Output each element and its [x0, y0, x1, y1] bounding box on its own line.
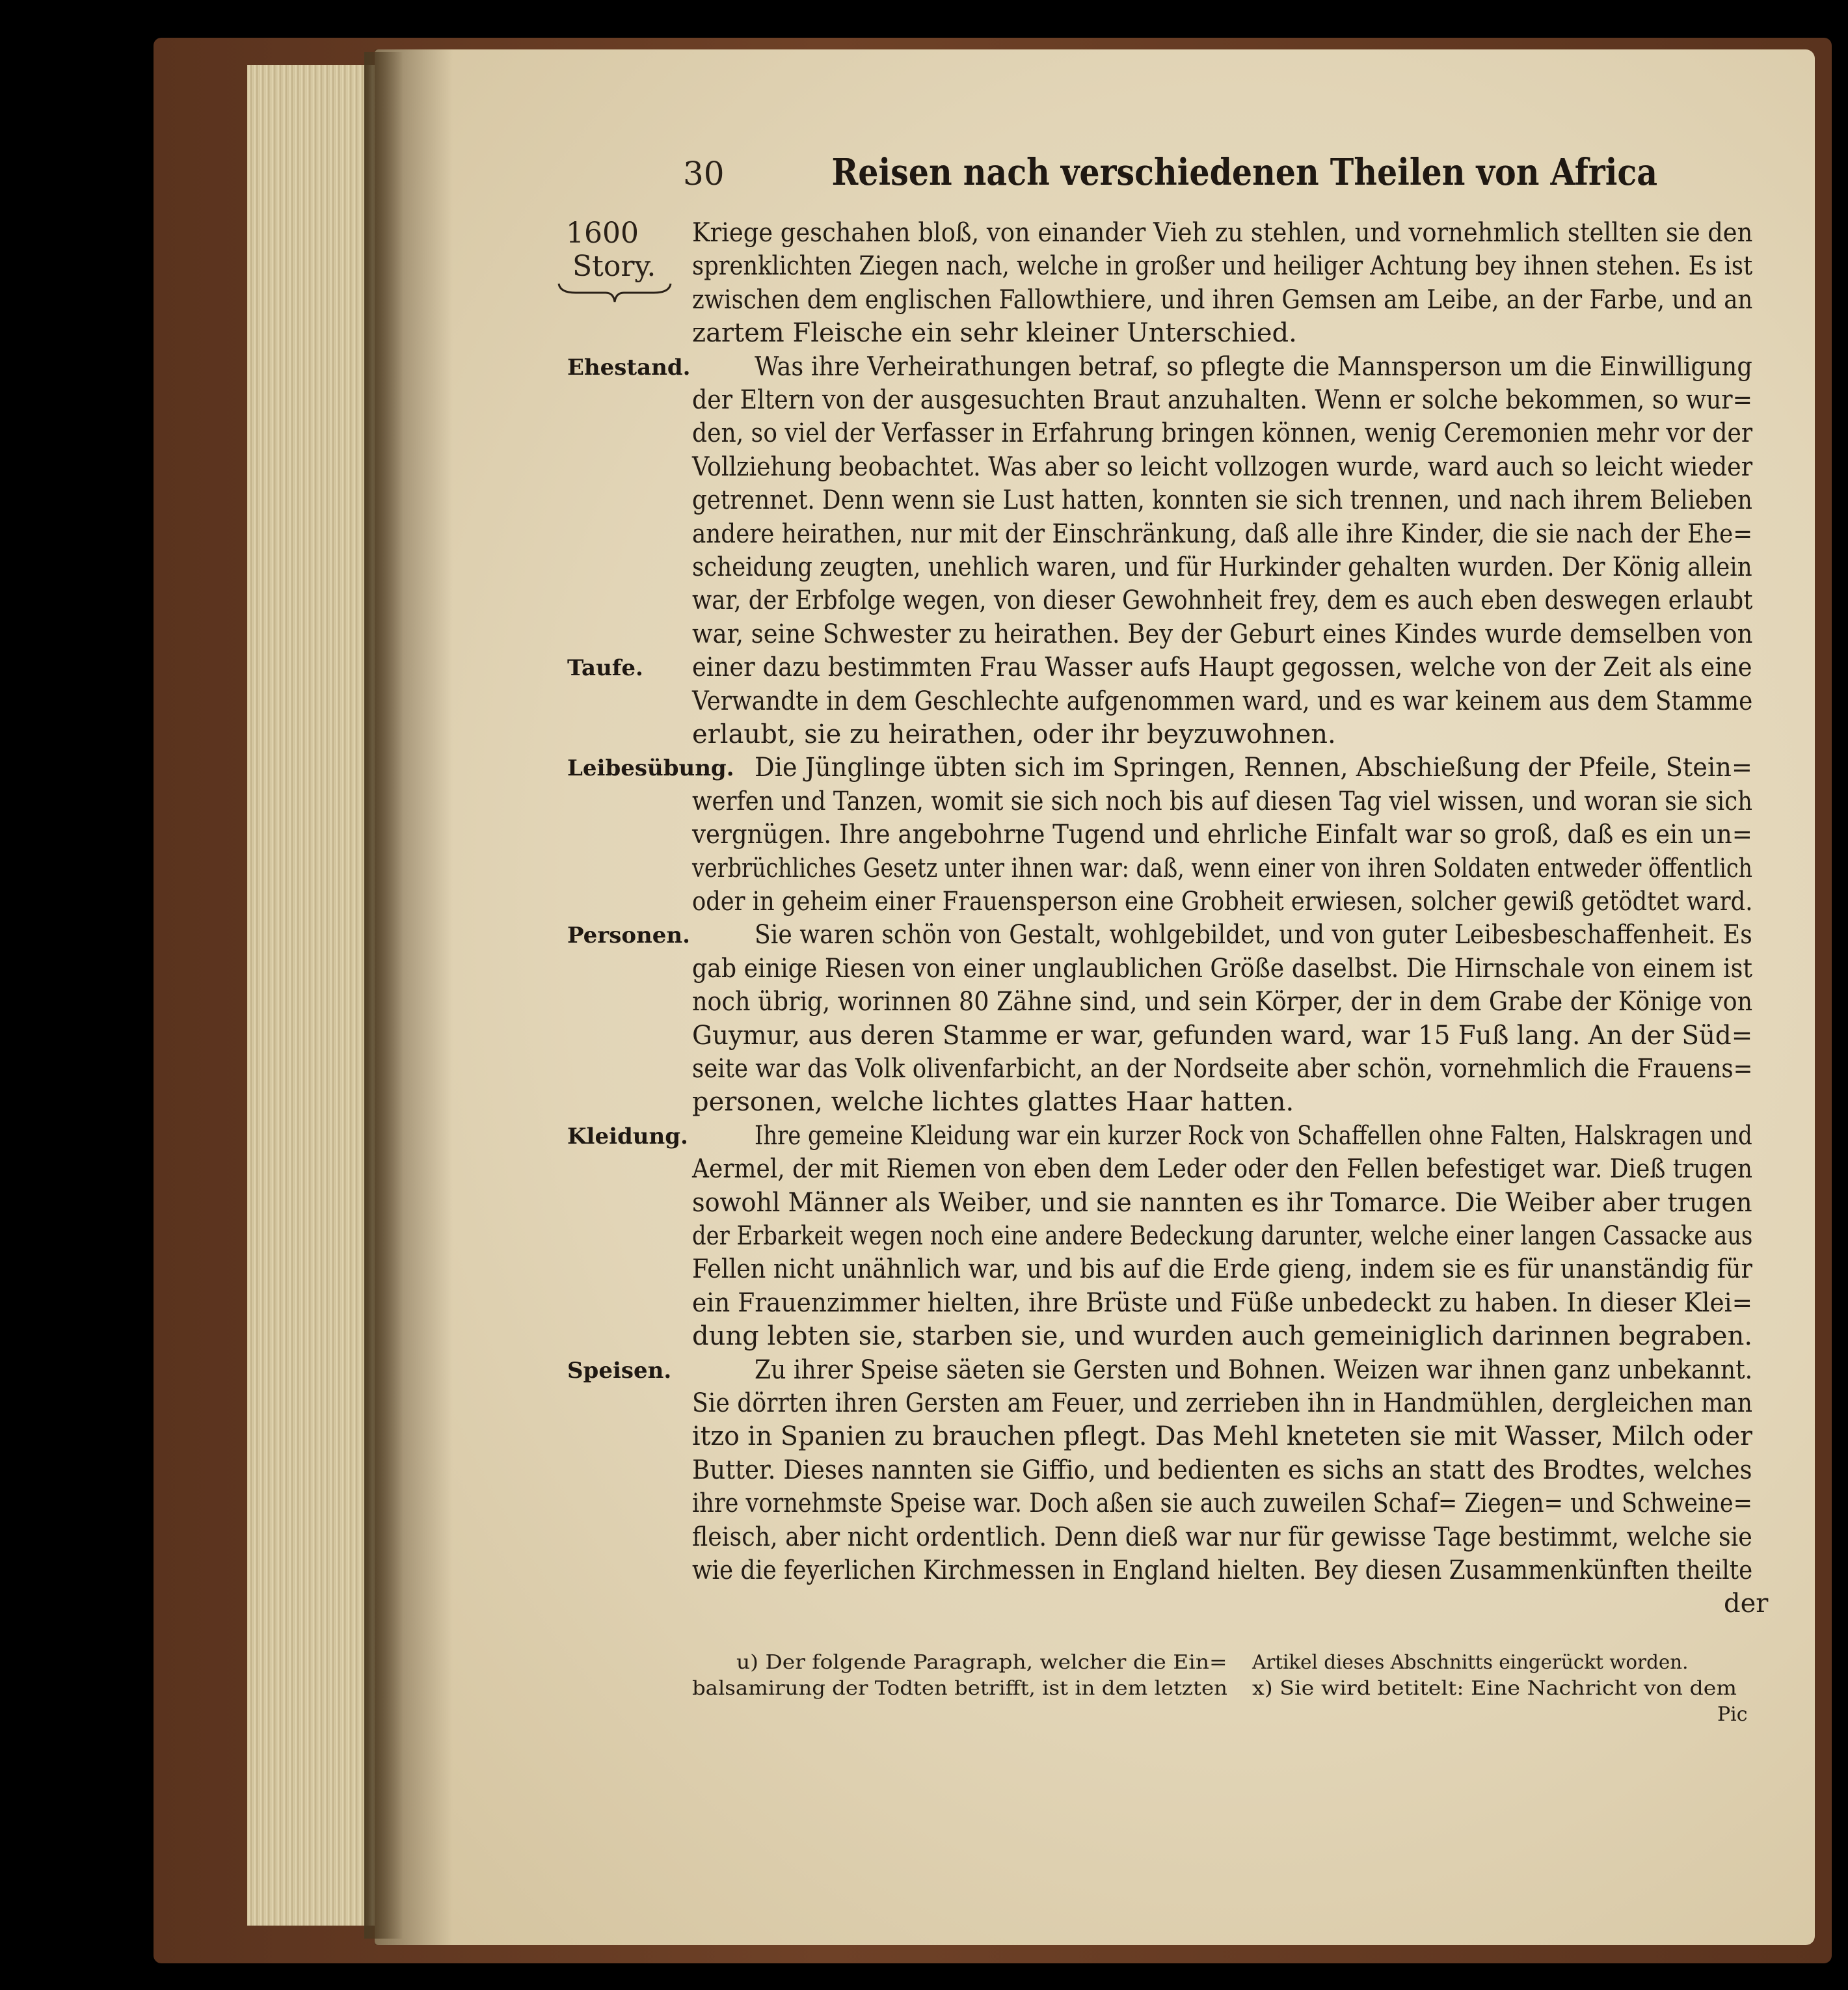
- body-line: erlaubt, sie zu heirathen, oder ihr beyzuwohnen.: [692, 719, 1336, 749]
- margin-year: 1600: [566, 217, 639, 250]
- body-line: Vollziehung beobachtet. Was aber so leicht vollzogen wurde, ward auch so leicht wieder: [692, 451, 1753, 482]
- body-line: der Eltern von der ausgesuchten Braut anzuhalten. Wenn er solche bekommen, so wur=: [692, 385, 1753, 415]
- body-line: zartem Fleische ein sehr kleiner Unterschied.: [692, 318, 1297, 349]
- body-line: den, so viel der Verfasser in Erfahrung bringen können, wenig Ceremonien mehr vor der: [692, 418, 1753, 449]
- footnote-line: Pic: [1717, 1703, 1748, 1726]
- body-line: fleisch, aber nicht ordentlich. Denn dieß war nur für gewisse Tage bestimmt, welche sie: [692, 1522, 1752, 1552]
- body-line: verbrüchliches Gesetz unter ihnen war: daß, wenn einer von ihren Soldaten entweder öffentlich: [692, 853, 1753, 883]
- body-line: dung lebten sie, starben sie, und wurden auch gemeiniglich darinnen begraben.: [692, 1321, 1753, 1352]
- catchword: der: [1724, 1589, 1769, 1619]
- body-line: Guymur, aus deren Stamme er war, gefunden ward, war 15 Fuß lang. An der Süd=: [692, 1020, 1753, 1051]
- body-line: Die Jünglinge übten sich im Springen, Rennen, Abschießung der Pfeile, Stein=: [755, 753, 1752, 783]
- body-line: zwischen dem englischen Fallowthiere, und ihren Gemsen am Leibe, an der Farbe, und an: [692, 284, 1753, 315]
- body-line: war, der Erbfolge wegen, von dieser Gewohnheit frey, dem es auch eben deswegen erlaubt: [692, 585, 1753, 616]
- page-gutter: [375, 49, 453, 1945]
- brace-icon: [556, 280, 673, 306]
- footnote-line: u) Der folgende Paragraph, welcher die Ein=: [736, 1651, 1227, 1674]
- body-line: Zu ihrer Speise säeten sie Gersten und Bohnen. Weizen war ihnen ganz unbekannt.: [755, 1354, 1753, 1385]
- body-line: Kriege geschahen bloß, von einander Vieh zu stehlen, und vornehmlich stellten sie den: [692, 218, 1753, 248]
- body-line: der Erbarkeit wegen noch eine andere Bedeckung darunter, welche einer langen Cassacke aus: [692, 1221, 1753, 1251]
- body-line: gab einige Riesen von einer unglaublichen Größe daselbst. Die Hirnschale von einem ist: [692, 953, 1752, 984]
- margin-note: Taufe.: [567, 655, 643, 682]
- body-line: noch übrig, worinnen 80 Zähne sind, und sein Körper, der in dem Grabe der Könige von: [692, 987, 1753, 1017]
- body-line: seite war das Volk olivenfarbicht, an der Nordseite aber schön, vornehmlich die Frauens=: [692, 1054, 1753, 1084]
- body-line: vergnügen. Ihre angebohrne Tugend und ehrliche Einfalt war so groß, daß es ein un=: [692, 820, 1752, 850]
- body-line: Fellen nicht unähnlich war, und bis auf die Erde gieng, indem sie es für unanständig für: [692, 1254, 1752, 1285]
- margin-note: Ehestand.: [567, 354, 691, 381]
- margin-name: Story.: [572, 250, 656, 283]
- body-line: oder in geheim einer Frauensperson eine Grobheit erwiesen, solcher gewiß getödtet ward.: [692, 887, 1753, 917]
- body-line: Verwandte in dem Geschlechte aufgenommen ward, und es war keinem aus dem Stamme: [692, 686, 1753, 716]
- body-line: einer dazu bestimmten Frau Wasser aufs Haupt gegossen, welche von der Zeit als eine: [692, 652, 1752, 683]
- margin-note: Speisen.: [567, 1357, 672, 1384]
- body-line: Ihre gemeine Kleidung war ein kurzer Rock von Schaffellen ohne Falten, Halskragen und: [755, 1120, 1752, 1151]
- body-line: Aermel, der mit Riemen von eben dem Leder oder den Fellen befestiget war. Dieß trugen: [692, 1154, 1752, 1185]
- margin-note: Kleidung.: [567, 1123, 688, 1150]
- body-line: Was ihre Verheirathungen betraf, so pflegte die Mannsperson um die Einwilligung: [755, 351, 1752, 382]
- page-edges: [247, 65, 377, 1926]
- body-line: andere heirathen, nur mit der Einschränkung, daß alle ihre Kinder, die sie nach der Ehe=: [692, 518, 1753, 549]
- body-line: ihre vornehmste Speise war. Doch aßen sie auch zuweilen Schaf= Ziegen= und Schweine=: [692, 1488, 1753, 1519]
- page-header: [683, 151, 1658, 207]
- running-title: Reisen nach verschiedenen Theilen von Africa: [831, 151, 1658, 194]
- margin-note: Personen.: [567, 922, 690, 949]
- body-line: itzo in Spanien zu brauchen pflegt. Das Mehl kneteten sie mit Wasser, Milch oder: [692, 1421, 1753, 1452]
- body-line: scheidung zeugten, unehlich waren, und für Hurkinder gehalten wurden. Der König allein: [692, 552, 1752, 582]
- body-line: personen, welche lichtes glattes Haar hatten.: [692, 1087, 1294, 1118]
- margin-note: Leibesübung.: [567, 755, 734, 782]
- body-line: war, seine Schwester zu heirathen. Bey der Geburt eines Kindes wurde demselben von: [692, 619, 1753, 649]
- body-line: sprenklichten Ziegen nach, welche in großer und heiliger Achtung bey ihnen stehen. Es ist: [692, 251, 1753, 282]
- body-line: Sie waren schön von Gestalt, wohlgebildet, und von guter Leibesbeschaffenheit. Es: [755, 920, 1752, 950]
- footnote-line: balsamirung der Todten betrifft, ist in dem letzten: [692, 1677, 1227, 1700]
- body-line: werfen und Tanzen, womit sie sich noch bis auf diesen Tag viel wissen, und woran sie sich: [692, 786, 1752, 816]
- body-line: getrennet. Denn wenn sie Lust hatten, konnten sie sich trennen, und nach ihrem Belieben: [692, 485, 1752, 516]
- body-line: ein Frauenzimmer hielten, ihre Brüste und Füße unbedeckt zu haben. In dieser Klei=: [692, 1287, 1753, 1318]
- body-line: Butter. Dieses nannten sie Giffio, und bedienten es sichs an statt des Brodtes, welches: [692, 1455, 1752, 1485]
- body-line: wie die feyerlichen Kirchmessen in England hielten. Bey diesen Zusammenkünften theilte: [692, 1555, 1753, 1585]
- body-line: Sie dörrten ihren Gersten am Feuer, und zerrieben ihn in Handmühlen, dergleichen man: [692, 1388, 1753, 1418]
- page-number: 30: [683, 155, 725, 193]
- body-line: sowohl Männer als Weiber, und sie nannten es ihr Tomarce. Die Weiber aber trugen: [692, 1187, 1752, 1218]
- footnote-line: Artikel dieses Abschnitts eingerückt worden.: [1252, 1651, 1689, 1674]
- footnote-line: x) Sie wird betitelt: Eine Nachricht von dem: [1252, 1677, 1737, 1700]
